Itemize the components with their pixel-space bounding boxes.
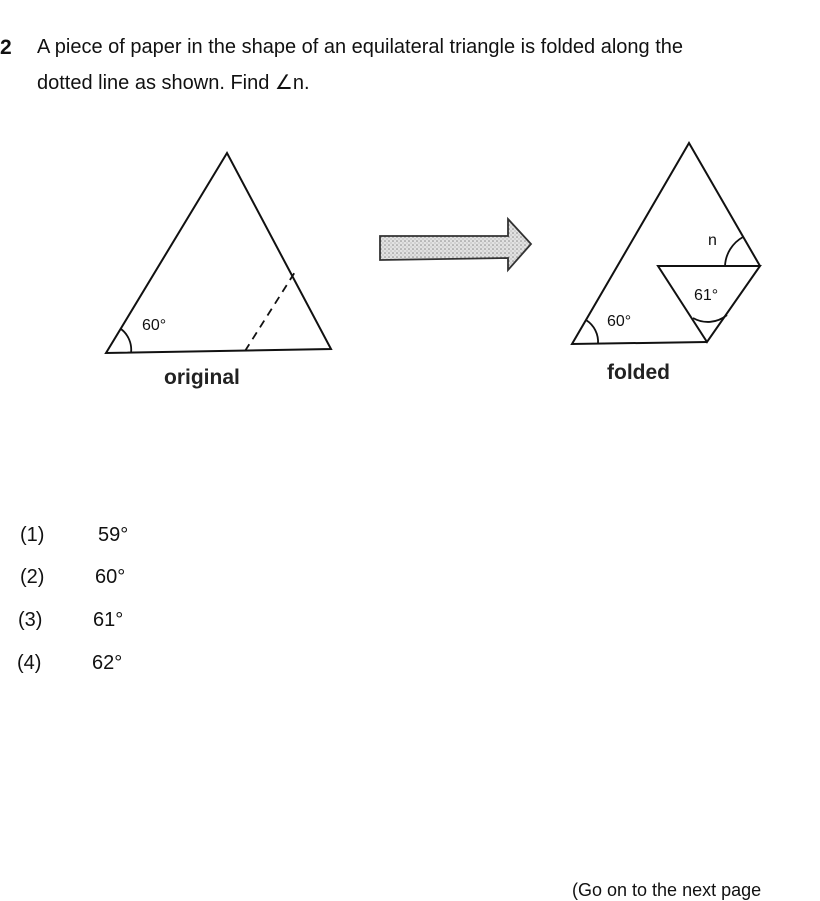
option-label: (2) xyxy=(20,566,45,588)
option-label: (4) xyxy=(17,652,42,674)
folded-60-angle-arc xyxy=(586,320,598,344)
option-value: 59° xyxy=(98,524,129,546)
right-arrow-icon xyxy=(380,219,531,270)
footer-next-page-note: (Go on to the next page xyxy=(572,880,762,900)
question-text-line-2: dotted line as shown. Find ∠n. xyxy=(37,72,310,94)
option-value: 60° xyxy=(95,566,126,588)
original-caption: original xyxy=(164,366,240,389)
option-2[interactable] xyxy=(20,566,220,592)
question-number: 2 xyxy=(0,36,12,59)
option-label: (3) xyxy=(18,609,43,631)
angle-n-label: n xyxy=(708,232,717,249)
option-value: 61° xyxy=(93,609,124,631)
fold-dotted-line xyxy=(245,272,295,351)
folded-angle-label: 61° xyxy=(694,287,719,304)
angle-n-arc xyxy=(725,237,743,266)
original-60-angle-arc xyxy=(121,329,131,353)
option-3[interactable] xyxy=(18,609,218,635)
question-text-line-1: A piece of paper in the shape of an equilateral triangle is folded along the xyxy=(37,36,684,58)
original-triangle-outline xyxy=(106,153,331,353)
option-4[interactable] xyxy=(17,652,217,678)
option-label: (1) xyxy=(20,524,45,546)
original-angle-label: 60° xyxy=(142,317,167,334)
folded-flap xyxy=(658,266,760,342)
option-1[interactable] xyxy=(20,524,220,550)
folded-caption: folded xyxy=(607,361,670,384)
original-triangle xyxy=(106,153,331,389)
option-value: 62° xyxy=(92,652,123,674)
folded-left-angle-label: 60° xyxy=(607,313,632,330)
folded-triangle xyxy=(572,143,760,384)
folded-triangle-outline xyxy=(572,143,760,344)
